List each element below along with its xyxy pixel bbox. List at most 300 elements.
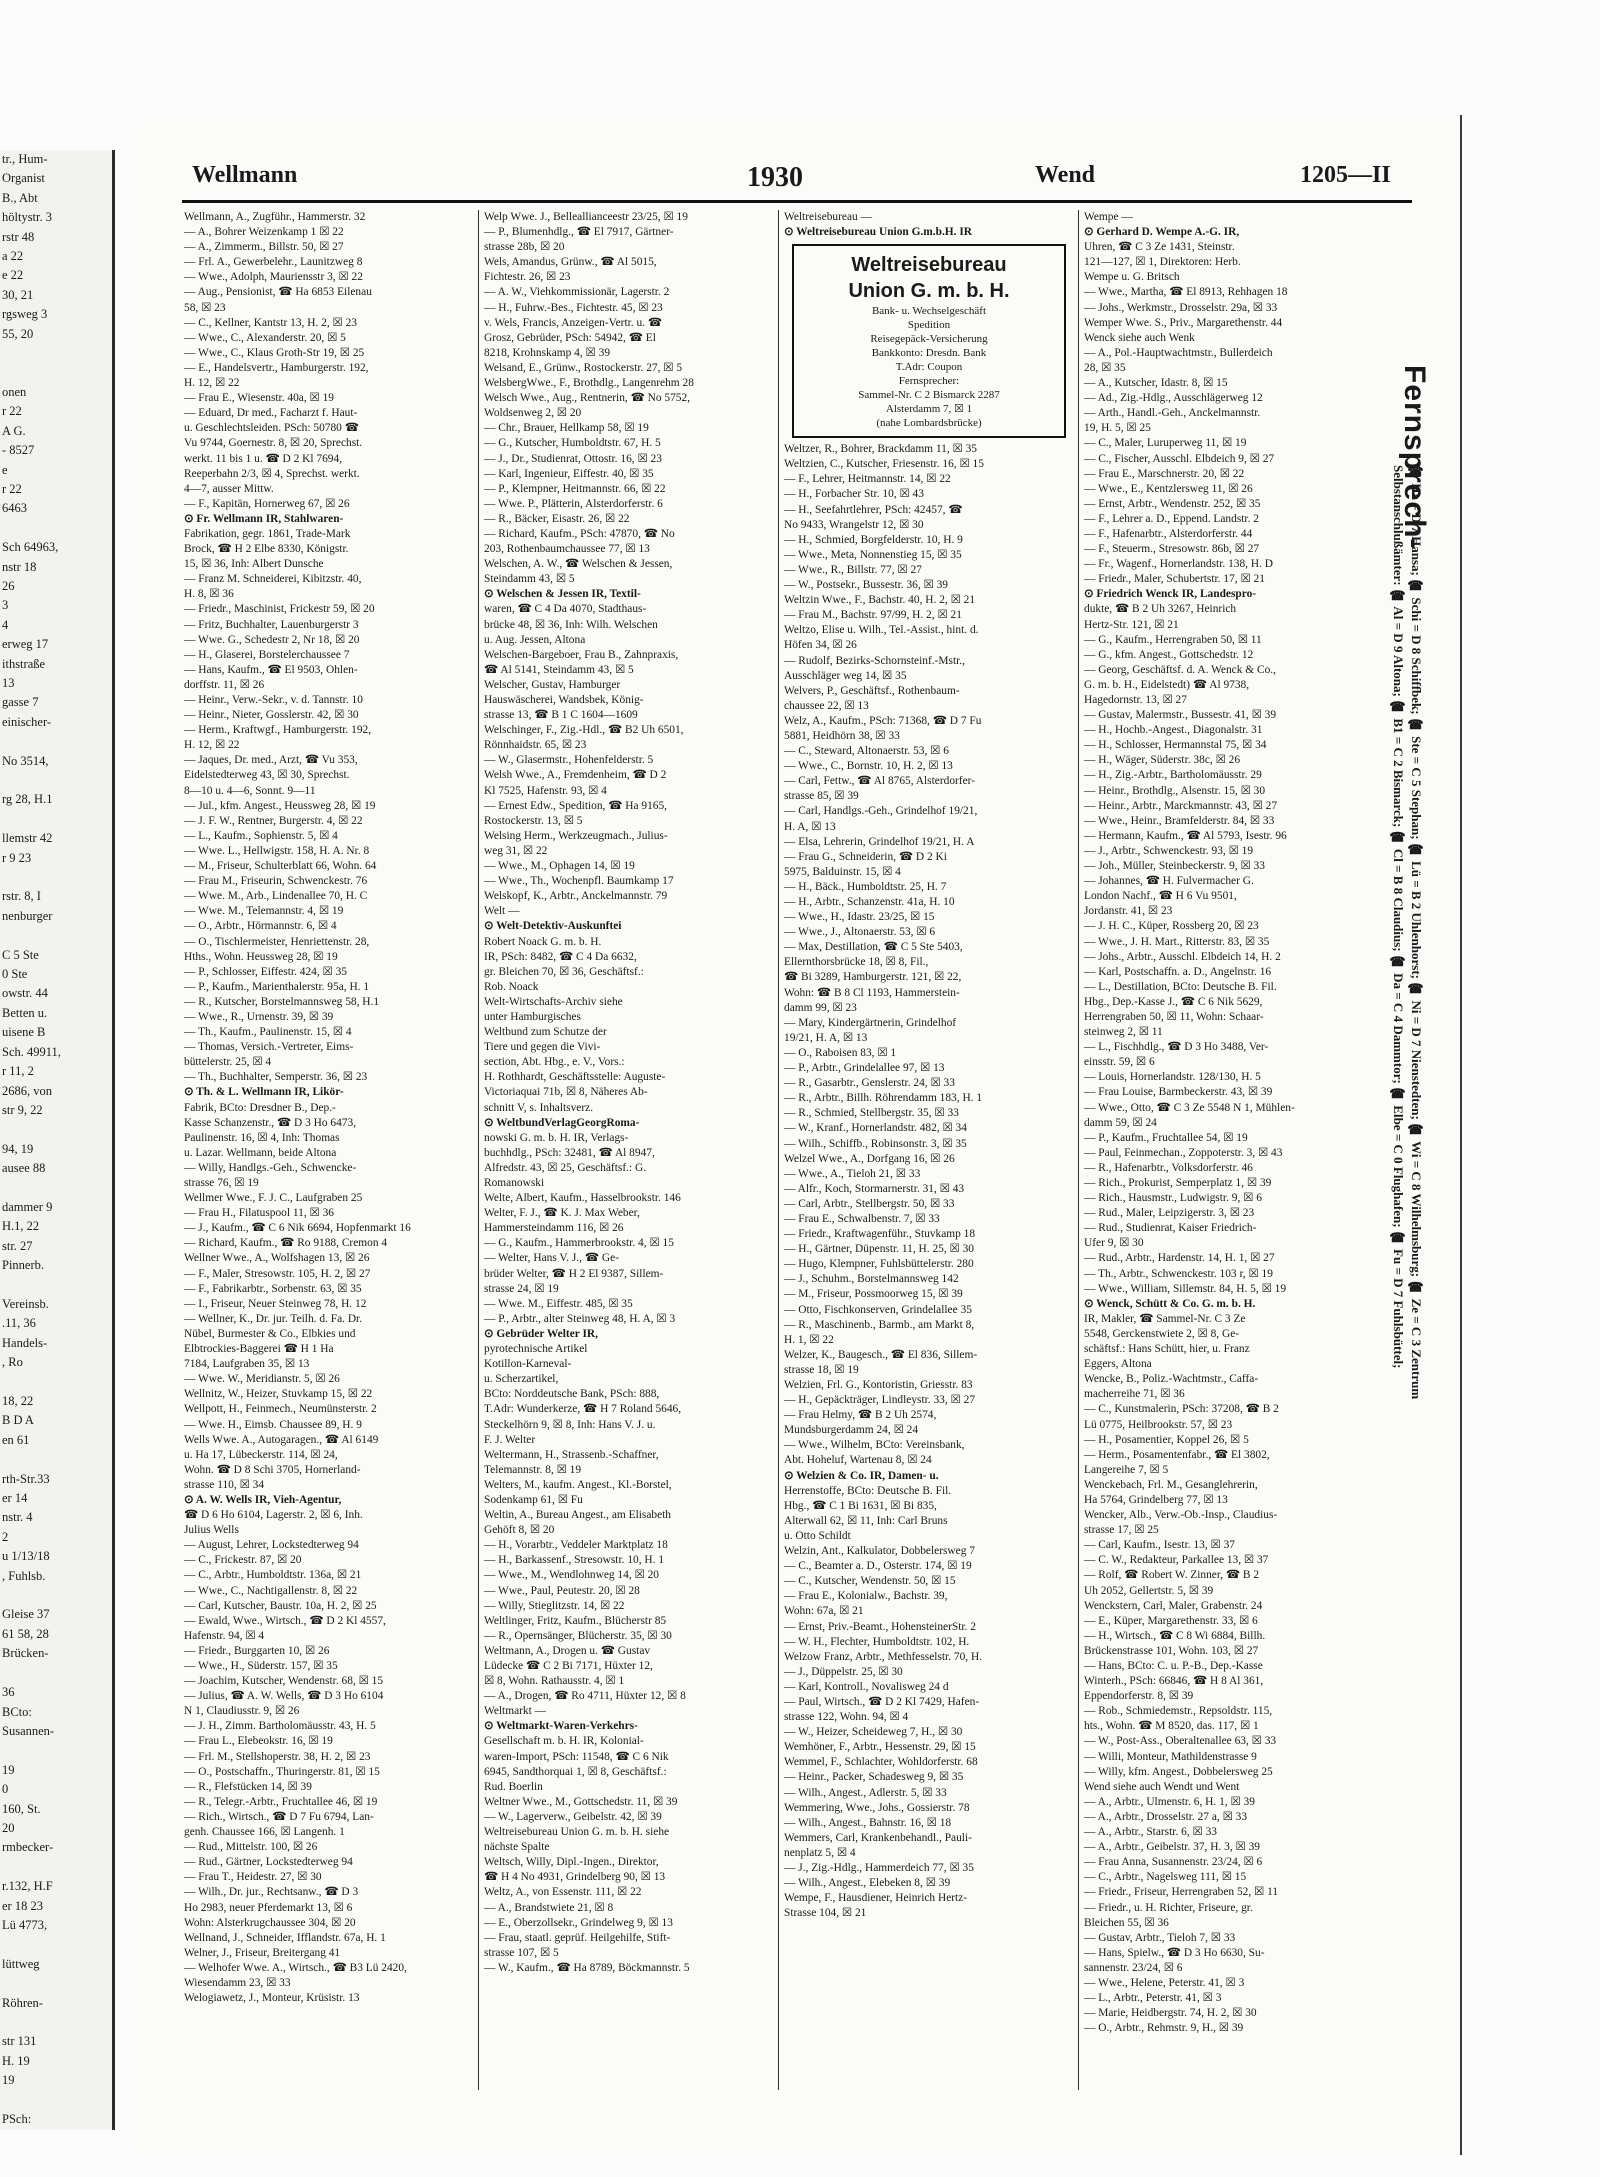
directory-entry-line: buchhdlg., PSch: 32481, ☎ Al 8947,: [484, 1146, 655, 1159]
directory-entry-line: Hafenstr. 94, ☒ 4: [184, 1629, 265, 1642]
directory-entry-line: — H., Wäger, Süderstr. 38c, ☒ 26: [1084, 754, 1241, 767]
directory-entry-line: Welz, A., Kaufm., PSch: 71368, ☎ D 7 Fu: [784, 714, 982, 727]
previous-page-text-fragment: gasse 7: [2, 695, 39, 710]
directory-entry-line: — Wilh., Angest., Adlerstr. 5, ☒ 33: [784, 1786, 947, 1799]
directory-entry-line: — Gustav, Arbtr., Tieloh 7, ☒ 33: [1084, 1931, 1236, 1944]
previous-page-text-fragment: er 18 23: [2, 1898, 43, 1913]
directory-entry-line: strasse 13, ☎ B 1 C 1604—1609: [484, 709, 638, 722]
directory-entry-line: — Karl, Kontroll., Novalisweg 24 d: [784, 1680, 949, 1693]
directory-entry-line: — Joh., Müller, Steinbeckerstr. 9, ☒ 33: [1084, 860, 1265, 873]
previous-page-text-fragment: rth-Str.33: [2, 1471, 50, 1486]
directory-entry-line: — J. H., Zimm. Bartholomäusstr. 43, H. 5: [184, 1720, 376, 1733]
directory-entry-line: ⊙ Th. & L. Wellmann IR, Likör-: [184, 1086, 344, 1099]
directory-entry-line: — C., Arbtr., Humboldtstr. 136a, ☒ 21: [184, 1569, 362, 1582]
directory-entry-line: Steindamm 43, ☒ 5: [484, 573, 575, 586]
directory-entry-line: Wemhöner, F., Arbtr., Hessenstr. 29, ☒ 15: [784, 1741, 976, 1754]
directory-entry-line: — Gustav, Malermstr., Bussestr. 41, ☒ 39: [1084, 709, 1277, 722]
directory-entry-line: damm 99, ☒ 23: [784, 1001, 857, 1014]
directory-entry-line: — Franz M. Schneiderei, Kibitzstr. 40,: [184, 573, 362, 586]
previous-page-text-fragment: Betten u.: [2, 1005, 48, 1020]
directory-entry-line: — Th., Kaufm., Paulinenstr. 15, ☒ 4: [184, 1026, 352, 1039]
directory-entry-line: — G., Kaufm., Herrengraben 50, ☒ 11: [1084, 633, 1262, 646]
previous-page-text-fragment: [0, 1664, 112, 1683]
previous-page-text-fragment: C 5 Ste: [2, 947, 39, 962]
directory-entry-line: ☎ Bi 3289, Hamburgerstr. 121, ☒ 22,: [784, 971, 962, 984]
directory-entry-line: — Wwe., M., Ophagen 14, ☒ 19: [484, 860, 635, 873]
previous-page-text-fragment: [0, 1120, 112, 1139]
directory-entry-line: Vu 9744, Goernestr. 8, ☒ 20, Sprechst.: [184, 437, 363, 450]
directory-entry-line: Weltermann, H., Strassenb.-Schaffner,: [484, 1448, 659, 1461]
directory-entry-line: Robert Noack G. m. b. H.: [484, 935, 602, 948]
directory-entry-line: — A., Pol.-Hauptwachtmstr., Bullerdeich: [1084, 346, 1273, 359]
directory-entry-line: — O., Raboisen 83, ☒ 1: [784, 1046, 897, 1059]
directory-entry-line: — Friedr., Maler, Schubertstr. 17, ☒ 21: [1084, 573, 1265, 586]
previous-page-text-fragment: 0 Ste: [2, 967, 28, 982]
directory-entry-line: 7184, Laufgraben 35, ☒ 13: [184, 1358, 310, 1371]
previous-page-text-fragment: [0, 2013, 112, 2032]
directory-entry-line: ⊙ WeltbundVerlagGeorgRoma-: [484, 1116, 640, 1129]
directory-entry-line: — Wwe., A., Tieloh 21, ☒ 33: [784, 1167, 921, 1180]
previous-page-text-fragment: [0, 1373, 112, 1392]
directory-entry-line: schnitt V, s. Inhaltsverz.: [484, 1101, 594, 1114]
directory-entry-line: — Karl, Ingenieur, Eiffestr. 40, ☒ 35: [484, 467, 654, 480]
directory-entry-line: 121—127, ☒ 1, Direktoren: Herb.: [1084, 256, 1241, 269]
previous-page-text-fragment: Lü 4773,: [2, 1917, 48, 1932]
directory-entry-line: Weltin, A., Bureau Angest., am Elisabeth: [484, 1509, 671, 1522]
directory-entry-line: — Johannes, ☎ H. Fulvermacher G.: [1084, 875, 1254, 888]
directory-entry-line: — Hermann, Kaufm., ☎ Al 5793, Isestr. 96: [1084, 829, 1287, 842]
directory-entry-line: — Ewald, Wwe., Wirtsch., ☎ D 2 Kl 4557,: [184, 1614, 386, 1627]
directory-entry-line: — Elsa, Lehrerin, Grindelhof 19/21, H. A: [784, 835, 975, 848]
previous-page-text-fragment: [0, 868, 112, 887]
previous-page-text-fragment: r 11, 2: [2, 1064, 34, 1079]
directory-entry-line: brücke 48, ☒ 36, Inh: Wilh. Welschen: [484, 618, 658, 631]
column-divider: [778, 210, 779, 2090]
directory-entry-line: ⊙ Welschen & Jessen IR, Textil-: [484, 588, 641, 601]
previous-page-text-fragment: Gleise 37: [2, 1607, 50, 1622]
directory-entry-line: Alfredstr. 43, ☒ 25, Geschäftsf.: G.: [484, 1161, 647, 1174]
directory-entry-line: — Frau E., Kolonialw., Bachstr. 39,: [784, 1590, 948, 1603]
directory-entry-line: Hbg., Dep.-Kasse J., ☎ C 6 Nik 5629,: [1084, 995, 1263, 1008]
previous-page-text-fragment: 6463: [2, 501, 27, 516]
directory-entry-line: — J., Schuhm., Borstelmannsweg 142: [784, 1273, 959, 1286]
directory-entry-line: Welter, F. J., ☎ K. J. Max Weber,: [484, 1207, 640, 1220]
directory-entry-line: Fabrik, BCto: Dresdner B., Dep.-: [184, 1101, 336, 1114]
directory-entry-line: — Hans, BCto: C. u. P.-B., Dep.-Kasse: [1084, 1660, 1263, 1672]
previous-page-text-fragment: rstr 48: [2, 229, 35, 244]
directory-entry-line: — Herm., Posamentenfabr., ☎ El 3802,: [1084, 1448, 1270, 1461]
directory-entry-line: Kasse Schanzenstr., ☎ D 3 Ho 6473,: [184, 1116, 357, 1129]
directory-entry-line: Strasse 104, ☒ 21: [784, 1907, 867, 1920]
directory-entry-line: — Wwe., Otto, ☎ C 3 Ze 5548 N 1, Mühlen-: [1084, 1101, 1295, 1114]
advertisement-line: Alsterdamm 7, ☒ 1: [885, 403, 973, 416]
directory-entry-line: — Wwe., E., Kentzlersweg 11, ☒ 26: [1084, 482, 1253, 495]
column-divider: [478, 210, 479, 2090]
directory-entry-line: — F., Hafenarbtr., Alsterdorferstr. 44: [1084, 527, 1253, 540]
directory-entry-line: Eppendorferstr. 8, ☒ 39: [1084, 1690, 1194, 1703]
directory-entry-line: — Wwe., M., Wendlohnweg 14, ☒ 20: [484, 1569, 659, 1582]
directory-entry-line: büttelerstr. 25, ☒ 4: [184, 1056, 272, 1069]
directory-entry-line: — Otto, Fischkonserven, Grindelallee 35: [784, 1303, 972, 1316]
directory-entry-line: — C., Fischer, Ausschl. Elbdeich 9, ☒ 27: [1084, 452, 1275, 465]
directory-entry-line: — Ad., Zig.-Hdlg., Ausschlägerweg 12: [1084, 392, 1263, 405]
directory-entry-line: — F., Kapitän, Hornerweg 67, ☒ 26: [184, 497, 350, 510]
directory-entry-line: Welzin, Ant., Kalkulator, Dobbelersweg 7: [784, 1545, 975, 1558]
directory-entry-line: Brückenstrasse 101, Wohn. 103, ☒ 27: [1084, 1644, 1259, 1657]
previous-page-text-fragment: nstr 18: [2, 559, 37, 574]
directory-entry-line: Nübel, Burmester & Co., Elbkies und: [184, 1327, 356, 1340]
directory-entry-line: — P., Kaufm., Marienthalerstr. 95a, H. 1: [184, 980, 370, 993]
directory-entry-line: — Wwe. W., Meridianstr. 5, ☒ 26: [184, 1373, 340, 1386]
directory-entry-line: — Frau M., Friseurin, Schwenckestr. 76: [184, 875, 368, 888]
directory-entry-line: — Richard, Kaufm., ☎ Ro 9188, Cremon 4: [184, 1237, 388, 1250]
previous-page-text-fragment: .11, 36: [2, 1316, 36, 1331]
directory-entry-line: Welzer, K., Baugesch., ☎ El 836, Sillem-: [784, 1348, 978, 1361]
directory-entry-line: — A. W., Viehkommissionär, Lagerstr. 2: [484, 286, 670, 299]
directory-entry-line: Weltzo, Elise u. Wilh., Tel.-Assist., hint. d.: [784, 624, 979, 637]
directory-entry-line: Welt-Wirtschafts-Archiv siehe: [484, 995, 623, 1008]
previous-page-text-fragment: 26: [2, 578, 15, 593]
directory-entry-line: ⊙ Weltreisebureau Union G.m.b.H. IR: [784, 226, 973, 239]
directory-entry-line: — C., Kunstmalerin, PSch: 37208, ☎ B 2: [1084, 1403, 1279, 1416]
directory-entry-line: — Joachim, Kutscher, Wendenstr. 68, ☒ 15: [184, 1675, 384, 1688]
directory-entry-line: ⊙ Friedrich Wenck IR, Landespro-: [1084, 588, 1257, 601]
directory-entry-line: — Max, Destillation, ☎ C 5 Ste 5403,: [784, 941, 963, 954]
directory-entry-line: — R., Gasarbtr., Genslerstr. 24, ☒ 33: [784, 1077, 955, 1090]
directory-entry-line: Wellmann, A., Zugführ., Hammerstr. 32: [184, 211, 366, 223]
directory-entry-line: Fabrikation, gegr. 1861, Trade-Mark: [184, 527, 351, 540]
previous-page-text-fragment: str 131: [2, 2034, 37, 2049]
previous-page-text-fragment: llemstr 42: [2, 831, 53, 846]
directory-entry-line: — Wellner, K., Dr. jur. Teilh. d. Fa. Dr.: [184, 1312, 363, 1325]
directory-entry-line: Lüdecke ☎ C 2 Bi 7171, Hüxter 12,: [484, 1660, 653, 1672]
directory-entry-line: ⊙ Welt-Detektiv-Auskunftei: [484, 920, 622, 933]
directory-entry-line: — R., Telegr.-Arbtr., Fruchtallee 46, ☒ 19: [184, 1795, 378, 1808]
directory-entry-line: — Wwe., C., Alexanderstr. 20, ☒ 5: [184, 331, 346, 344]
previous-page-text-fragment: 2686, von: [2, 1083, 52, 1098]
side-panel-fernsprech: [1391, 365, 1435, 1865]
directory-entry-line: — Paul, Wirtsch., ☎ D 2 Kl 7429, Hafen-: [784, 1695, 980, 1708]
directory-entry-line: 28, ☒ 35: [1084, 361, 1126, 374]
directory-entry-line: — P., Arbtr., Grindelallee 97, ☒ 13: [784, 1062, 945, 1075]
directory-entry-line: — H., Barkassenf., Stresowstr. 10, H. 1: [484, 1554, 665, 1567]
directory-entry-line: Lü 0775, Heilbrookstr. 57, ☒ 23: [1084, 1418, 1233, 1431]
directory-entry-line: Wencke, B., Poliz.-Wachtmstr., Caffa-: [1084, 1373, 1259, 1386]
previous-page-text-fragment: erweg 17: [2, 637, 49, 652]
directory-entry-line: — P., Arbtr., alter Steinweg 48, H. A, ☒ 3: [484, 1312, 676, 1325]
directory-entry-line: — Heinr., Nieter, Gosslerstr. 42, ☒ 30: [184, 709, 359, 722]
directory-entry-line: Weltbund zum Schutze der: [484, 1026, 607, 1039]
directory-entry-line: ⊙ Weltmarkt-Waren-Verkehrs-: [484, 1720, 638, 1733]
previous-page-text-fragment: [0, 732, 112, 751]
directory-entry-line: unter Hamburgisches: [484, 1010, 581, 1023]
directory-entry-line: — Friedr., Friseur, Herrengraben 52, ☒ 11: [1084, 1886, 1279, 1899]
directory-entry-line: Welschen, A. W., ☎ Welschen & Jessen,: [484, 558, 673, 571]
directory-entry-line: — Paul, Feinmechan., Zoppoterstr. 3, ☒ 43: [1084, 1146, 1283, 1159]
directory-entry-line: Wemmering, Wwe., Johs., Gossierstr. 78: [784, 1801, 970, 1814]
directory-entry-line: nowski G. m. b. H. IR, Verlags-: [484, 1131, 629, 1144]
directory-entry-line: — Carl, Fettw., ☎ Al 8765, Alsterdorfer-: [784, 775, 976, 788]
directory-entry-line: — Johs., Werkmstr., Drosselstr. 29a, ☒ 33: [1084, 301, 1278, 314]
directory-entry-line: — Friedr., Maschinist, Frickestr 59, ☒ 20: [184, 603, 375, 616]
directory-entry-line: Welte, Albert, Kaufm., Hasselbrookstr. 146: [484, 1192, 681, 1205]
directory-entry-line: — G., Kutscher, Humboldtstr. 67, H. 5: [484, 437, 661, 450]
directory-entry-line: — Frl. A., Gewerbelehr., Launitzweg 8: [184, 256, 363, 269]
directory-entry-line: — Thomas, Versich.-Vertreter, Eims-: [184, 1041, 354, 1054]
directory-entry-line: Winterh., PSch: 66846, ☎ H 8 Al 361,: [1084, 1675, 1264, 1688]
directory-entry-line: — Herm., Kraftwgf., Hamburgerstr. 192,: [184, 724, 372, 737]
directory-entry-line: — H., Posamentier, Koppel 26, ☒ 5: [1084, 1433, 1249, 1446]
directory-entry-line: Alterwall 62, ☒ 11, Inh: Carl Bruns: [784, 1514, 948, 1527]
directory-entry-line: 4—7, ausser Mittw.: [184, 482, 274, 495]
directory-entry-line: London Nachf., ☎ H 6 Vu 9501,: [1084, 890, 1237, 903]
directory-entry-line: — Wwe. M., Telemannstr. 4, ☒ 19: [184, 905, 344, 918]
previous-page-text-fragment: , Ro: [2, 1355, 23, 1370]
directory-entry-line: — Rud., Studienrat, Kaiser Friedrich-: [1084, 1222, 1257, 1235]
previous-page-fragment: [0, 150, 115, 2130]
directory-entry-line: Welsand, E., Grünw., Rostockerstr. 27, ☒ 5: [484, 361, 683, 374]
directory-entry-line: H. 12, ☒ 22: [184, 377, 240, 390]
directory-entry-line: Kl 7525, Hafenstr. 93, ☒ 4: [484, 784, 607, 797]
previous-page-text-fragment: 20: [2, 1820, 15, 1835]
previous-page-text-fragment: uisene B: [2, 1025, 46, 1040]
previous-page-text-fragment: 19: [2, 2073, 15, 2088]
directory-entry-line: — Wwe., Adolph, Mauriensstr 3, ☒ 22: [184, 271, 363, 284]
directory-entry-line: Wemper Wwe. S., Priv., Margarethenstr. 44: [1084, 316, 1283, 329]
directory-entry-line: — O., Postschaffn., Thuringerstr. 81, ☒ 15: [184, 1765, 380, 1778]
directory-entry-line: No 9433, Wrangelstr 12, ☒ 30: [784, 518, 924, 531]
directory-entry-line: Wenckstern, Carl, Maler, Grabenstr. 24: [1084, 1599, 1263, 1612]
directory-entry-line: Sodenkamp 61, ☒ Fu: [484, 1493, 583, 1506]
previous-page-text-fragment: Handels-: [2, 1335, 48, 1350]
directory-entry-line: — Carl, Handlgs.-Geh., Grindelhof 19/21,: [784, 805, 978, 818]
side-panel-title: Fernsprech-: [1398, 365, 1431, 550]
directory-entry-line: Rob. Noack: [484, 980, 539, 993]
directory-entry-line: Uhren, ☎ C 3 Ze 1431, Steinstr.: [1084, 241, 1235, 254]
directory-entry-line: — Friedr., Burggarten 10, ☒ 26: [184, 1644, 330, 1657]
directory-entry-line: ⊙ Fr. Wellmann IR, Stahlwaren-: [184, 512, 344, 525]
previous-page-text-fragment: 13: [2, 675, 15, 690]
directory-entry-line: H. 1, ☒ 22: [784, 1333, 834, 1346]
advertisement-line: Reisegepäck-Versicherung: [870, 333, 988, 346]
directory-entry-line: Herrenstoffe, BCto: Deutsche B. Fil.: [784, 1484, 952, 1497]
directory-entry-line: — Rud., Arbtr., Hardenstr. 14, H. 1, ☒ 27: [1084, 1252, 1275, 1265]
directory-entry-line: — Hans, Spielw., ☎ D 3 Ho 6630, Su-: [1084, 1946, 1265, 1959]
directory-entry-line: v. Wels, Francis, Anzeigen-Vertr. u. ☎: [484, 316, 663, 329]
directory-entry-line: — Wwe., J., Altonaerstr. 53, ☒ 6: [784, 926, 936, 939]
directory-entry-line: — W., Glasermstr., Hohenfelderstr. 5: [484, 754, 654, 767]
directory-entry-line: Wenck siehe auch Wenk: [1084, 331, 1195, 344]
previous-page-text-fragment: [0, 1858, 112, 1877]
directory-entry-line: Weltsch, Willy, Dipl.-Ingen., Direktor,: [484, 1856, 659, 1869]
directory-entry-line: Weltzer, R., Bohrer, Brackdamm 11, ☒ 35: [784, 443, 978, 456]
directory-entry-line: Welner, J., Friseur, Breitergang 41: [184, 1946, 341, 1959]
previous-page-text-fragment: 30, 21: [2, 287, 34, 302]
directory-entry-line: Welscher, Gustav, Hamburger: [484, 678, 621, 691]
directory-entry-line: — Wwe., R., Urnenstr. 39, ☒ 39: [184, 1010, 334, 1023]
directory-entry-line: Welschen-Bargeboer, Frau B., Zahnpraxis,: [484, 648, 679, 661]
directory-entry-line: Julius Wells: [184, 1524, 239, 1537]
directory-entry-line: — Ernst, Priv.-Beamt., HohensteinerStr. 2: [784, 1620, 976, 1633]
directory-entry-line: — Julius, ☎ A. W. Wells, ☎ D 3 Ho 6104: [184, 1690, 384, 1703]
directory-entry-line: Wempe u. G. Britsch: [1084, 271, 1180, 284]
directory-entry-line: — C., Kellner, Kantstr 13, H. 2, ☒ 23: [184, 316, 358, 329]
directory-entry-line: Ho 2983, neuer Pferdemarkt 13, ☒ 6: [184, 1901, 353, 1914]
directory-entry-line: Welzel Wwe., A., Dorfgang 16, ☒ 26: [784, 1152, 955, 1165]
directory-entry-line: Reeperbahn 2/3, ☒ 4, Sprechst. werkt.: [184, 467, 360, 480]
directory-entry-line: — F., Lehrer a. D., Eppend. Landstr. 2: [1084, 512, 1259, 525]
directory-entry-line: — Frau E., Schwalbenstr. 7, ☒ 33: [784, 1212, 940, 1225]
directory-entry-line: Steckelhörn 9, ☒ 8, Inh: Hans V. J. u.: [484, 1418, 656, 1431]
directory-page: [132, 115, 1462, 2155]
previous-page-text-fragment: a 22: [2, 249, 24, 264]
previous-page-text-fragment: dammer 9: [2, 1199, 53, 1214]
previous-page-text-fragment: Vereinsb.: [2, 1296, 49, 1311]
advertisement-box: [792, 244, 1066, 438]
directory-entry-line: Wellpott, H., Feinmech., Neumünsterstr. 2: [184, 1403, 377, 1416]
previous-page-text-fragment: e 22: [2, 268, 24, 283]
directory-entry-line: — Wilh., Angest., Bahnstr. 16, ☒ 18: [784, 1816, 952, 1829]
previous-page-text-fragment: rstr. 8, I: [2, 889, 41, 904]
advertisement-line: T.Adr: Coupon: [895, 361, 963, 374]
directory-entry-line: — O., Arbtr., Hörmannstr. 6, ☒ 4: [184, 920, 337, 933]
directory-entry-line: — Heinr., Arbtr., Marckmannstr. 43, ☒ 27: [1084, 799, 1278, 812]
directory-entry-line: — Heinr., Brothdlg., Alsenstr. 15, ☒ 30: [1084, 784, 1266, 797]
directory-entry-line: ⊙ Gerhard D. Wempe A.-G. IR,: [1084, 226, 1240, 239]
directory-entry-line: — Friedr., u. H. Richter, Friseure, gr.: [1084, 1901, 1253, 1914]
directory-entry-line: — Arth., Handl.-Geh., Anckelmannstr.: [1084, 407, 1261, 420]
directory-entry-line: Woldsenweg 2, ☒ 20: [484, 407, 582, 420]
directory-entry-line: ☒ 8, Wohn. Rathausstr. 4, ☒ 1: [484, 1675, 625, 1688]
directory-entry-line: werkt. 11 bis 1 u. ☎ D 2 Kl 7694,: [184, 452, 343, 465]
directory-entry-line: Welogiawetz, J., Monteur, Krüsistr. 13: [184, 1992, 360, 2005]
directory-entry-line: Fichtestr. 26, ☒ 23: [484, 271, 571, 284]
previous-page-text-fragment: Organist: [2, 171, 45, 186]
directory-entry-line: — C., Steward, Altonaerstr. 53, ☒ 6: [784, 745, 949, 758]
directory-entry-line: — Frau, staatl. geprüf. Heilgehilfe, Stift-: [484, 1931, 671, 1944]
directory-entry-line: Wohn. ☎ D 8 Schi 3705, Hornerland-: [184, 1463, 361, 1476]
directory-entry-line: — Frl. M., Stellshoperstr. 38, H. 2, ☒ 23: [184, 1750, 371, 1763]
directory-entry-line: Rostockerstr. 13, ☒ 5: [484, 814, 583, 827]
previous-page-text-fragment: r 22: [2, 404, 22, 419]
directory-entry-line: Grosz, Gebrüder, PSch: 54942, ☎ El: [484, 331, 656, 344]
directory-entry-line: — Rich., Hausmstr., Ludwigstr. 9, ☒ 6: [1084, 1192, 1262, 1205]
directory-entry-line: Herrengraben 50, ☒ 11, Wohn: Schaar-: [1084, 1010, 1264, 1023]
directory-entry-line: Abt. Hoheluf, Wartenau 8, ☒ 24: [784, 1454, 932, 1467]
directory-entry-line: nenplatz 5, ☒ 4: [784, 1846, 856, 1859]
previous-page-text-fragment: 19: [2, 1762, 15, 1777]
directory-entry-line: — A., Drogen, ☎ Ro 4711, Hüxter 12, ☒ 8: [484, 1690, 686, 1703]
directory-entry-line: Rönnhaidstr. 65, ☒ 23: [484, 739, 587, 752]
directory-entry-line: Welsing Herm., Werkzeugmach., Julius-: [484, 829, 668, 842]
directory-entry-line: — P., Klempner, Heitmannstr. 66, ☒ 22: [484, 482, 666, 495]
directory-entry-line: Weltreisebureau —: [784, 211, 872, 223]
previous-page-text-fragment: ithstraße: [2, 656, 46, 671]
directory-entry-line: — Wwe., R., Billstr. 77, ☒ 27: [784, 563, 922, 576]
directory-entry-line: Wels, Amandus, Grünw., ☎ Al 5015,: [484, 256, 657, 269]
directory-entry-line: — W., Kaufm., ☎ Ha 8789, Böckmannstr. 5: [484, 1961, 690, 1974]
directory-entry-line: — W., Heizer, Scheideweg 7, H., ☒ 30: [784, 1726, 963, 1739]
previous-page-text-fragment: [0, 771, 112, 790]
directory-entry-line: u. Lazar. Wellmann, beide Altona: [184, 1146, 337, 1159]
directory-entry-line: — G., kfm. Angest., Gottschedstr. 12: [1084, 648, 1254, 661]
directory-entry-line: — H., Zig.-Arbtr., Bartholomäusstr. 29: [1084, 769, 1262, 782]
directory-entry-line: — H., Arbtr., Schanzenstr. 41a, H. 10: [784, 896, 955, 908]
directory-entry-line: — Wwe., H., Idastr. 23/25, ☒ 15: [784, 911, 935, 924]
directory-entry-line: — Wwe. H., Eimsb. Chaussee 89, H. 9: [184, 1418, 362, 1431]
previous-page-text-fragment: höltystr. 3: [2, 210, 53, 225]
directory-entry-line: macherreihe 71, ☒ 36: [1084, 1388, 1185, 1401]
directory-entry-line: — Rich., Wirtsch., ☎ D 7 Fu 6794, Lan-: [184, 1810, 374, 1823]
directory-entry-line: chaussee 22, ☒ 13: [784, 699, 869, 712]
directory-entry-line: Welskopf, K., Arbtr., Anckelmannstr. 79: [484, 890, 668, 903]
directory-entry-line: Wiesendamm 23, ☒ 33: [184, 1976, 291, 1989]
directory-entry-line: — Fr., Wagenf., Hornerlandstr. 138, H. D: [1084, 558, 1274, 571]
directory-entry-line: u. Geschlechtsleiden. PSch: 50780 ☎: [184, 422, 359, 435]
directory-entry-line: Weltz, A., von Essenstr. 111, ☒ 22: [484, 1886, 642, 1899]
directory-entry-line: gr. Bleichen 70, ☒ 36, Geschäftsf.:: [484, 965, 644, 978]
directory-entry-line: hts., Wohn. ☎ M 8520, das. 117, ☒ 1: [1084, 1720, 1259, 1733]
directory-entry-line: — Wwe., Th., Wochenpfl. Baumkamp 17: [484, 875, 674, 888]
directory-entry-line: — J., Düppelstr. 25, ☒ 30: [784, 1665, 903, 1678]
directory-entry-line: — H., Forbacher Str. 10, ☒ 43: [784, 488, 924, 501]
directory-entry-line: 5975, Balduinstr. 15, ☒ 4: [784, 865, 901, 878]
directory-entry-line: Welp Wwe. J., Belleallianceestr 23/25, ☒ 19: [484, 211, 688, 223]
previous-page-text-fragment: en 61: [2, 1432, 30, 1447]
directory-entry-line: Elbtrockies-Baggerei ☎ H 1 Ha: [184, 1343, 334, 1356]
directory-entry-line: — Frau L., Elebeokstr. 16, ☒ 19: [184, 1735, 333, 1748]
directory-entry-line: — H., Seefahrtlehrer, PSch: 42457, ☎: [784, 503, 963, 516]
directory-entry-line: brüder Welter, ☎ H 2 El 9387, Sillem-: [484, 1267, 664, 1280]
directory-entry-line: — C., Kutscher, Wendenstr. 50, ☒ 15: [784, 1575, 956, 1588]
directory-entry-line: — J., Zig.-Hdlg., Hammerdeich 77, ☒ 35: [784, 1862, 974, 1874]
directory-entry-line: Langereihe 7, ☒ 5: [1084, 1463, 1169, 1476]
directory-entry-line: Hertz-Str. 121, ☒ 21: [1084, 618, 1179, 631]
directory-entry-line: — Wwe., William, Sillemstr. 84, H. 5, ☒ 19: [1084, 1282, 1287, 1295]
directory-entry-line: Hagedornstr. 13, ☒ 27: [1084, 694, 1187, 706]
directory-entry-line: — Fritz, Buchhalter, Lauenburgerstr 3: [184, 618, 359, 631]
directory-entry-line: Weltmann, A., Drogen u. ☎ Gustav: [484, 1644, 651, 1657]
directory-entry-line: G. m. b. H., Eidelstedt) ☎ Al 9738,: [1084, 678, 1250, 691]
directory-entry-line: Bleichen 55, ☒ 36: [1084, 1916, 1169, 1929]
directory-entry-line: — P., Kaufm., Fruchtallee 54, ☒ 19: [1084, 1131, 1248, 1144]
directory-entry-line: H. 8, ☒ 36: [184, 588, 234, 601]
previous-page-text-fragment: nstr. 4: [2, 1510, 33, 1525]
directory-entry-line: Weltner Wwe., M., Gottschedstr. 11, ☒ 39: [484, 1795, 678, 1808]
directory-entry-line: — Wwe., Heinr., Bramfelderstr. 84, ☒ 33: [1084, 814, 1275, 827]
directory-entry-line: Welt —: [484, 905, 520, 918]
directory-entry-line: — Frau E., Wiesenstr. 40a, ☒ 19: [184, 392, 335, 405]
directory-entry-line: einsstr. 59, ☒ 6: [1084, 1056, 1155, 1069]
previous-page-text-fragment: 94, 19: [2, 1141, 34, 1156]
directory-entry-line: — C., Frickestr. 87, ☒ 20: [184, 1554, 302, 1567]
directory-entry-line: — Eduard, Dr med., Facharzt f. Haut-: [184, 407, 358, 420]
directory-entry-line: — R., Maschinenb., Barmb., am Markt 8,: [784, 1318, 975, 1331]
previous-page-text-fragment: H. 19: [2, 2053, 30, 2068]
directory-entry-line: — Wwe., Helene, Peterstr. 41, ☒ 3: [1084, 1976, 1245, 1989]
column-2: [484, 210, 772, 2110]
directory-entry-line: Hbg., ☎ C 1 Bi 1631, ☒ Bi 835,: [784, 1499, 937, 1512]
previous-page-text-fragment: Röhren-: [2, 1995, 43, 2010]
directory-entry-line: — Frau H., Filatuspool 11, ☒ 36: [184, 1207, 334, 1220]
directory-entry-line: — H., Fuhrw.-Bes., Fichtestr. 45, ☒ 23: [484, 301, 663, 314]
previous-page-text-fragment: [0, 926, 112, 945]
directory-entry-line: Wells Wwe. A., Autogaragen., ☎ Al 6149: [184, 1433, 379, 1446]
directory-entry-line: — M., Friseur, Schulterblatt 66, Wohn. 64: [184, 860, 377, 873]
previous-page-text-fragment: tr., Hum-: [2, 152, 48, 166]
directory-entry-line: Welsch Wwe., Aug., Rentnerin, ☎ No 5752,: [484, 392, 691, 405]
previous-page-text-fragment: ausee 88: [2, 1161, 46, 1176]
